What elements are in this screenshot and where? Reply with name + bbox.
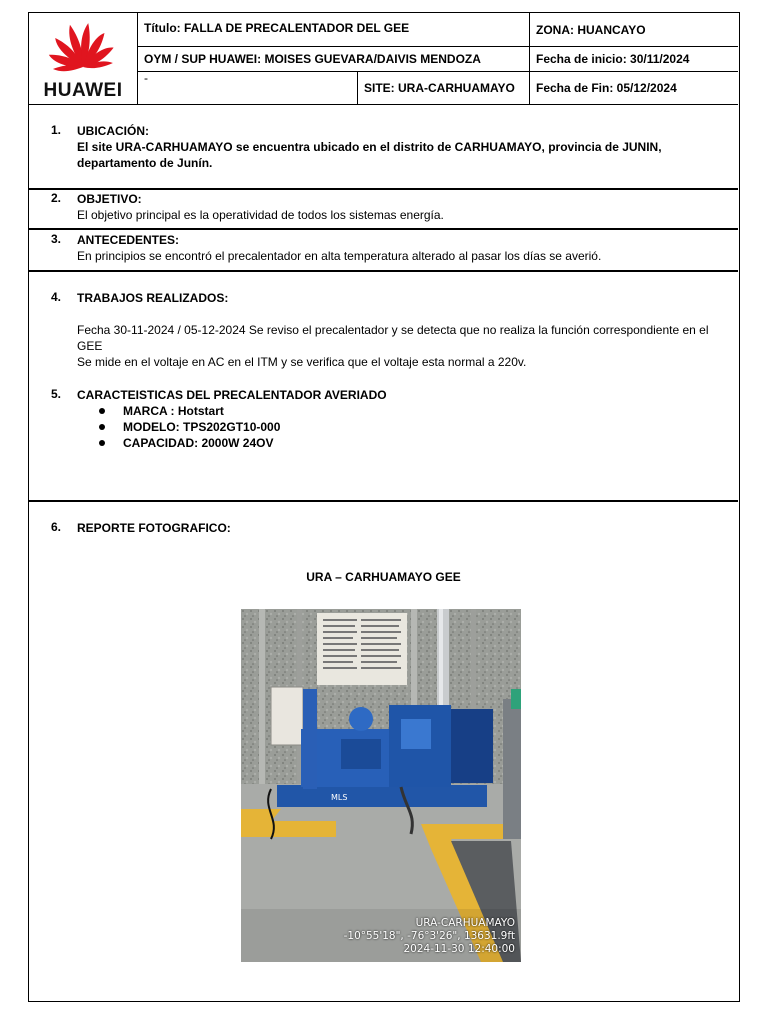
start-date-field: Fecha de inicio: 30/11/2024: [536, 51, 690, 66]
report-page: [28, 12, 740, 1002]
heater-specs-list: [77, 403, 677, 451]
site-field: SITE: URA-CARHUAMAYO: [364, 81, 515, 95]
section-heading: REPORTE FOTOGRAFICO:: [77, 521, 231, 535]
section-heading: OBJETIVO:: [77, 192, 142, 206]
list-item: CAPACIDAD: 2000W 24OV: [77, 435, 677, 451]
generator-brand-label: MLS: [331, 793, 348, 802]
report-header: [29, 13, 738, 105]
section-number: 2.: [51, 191, 62, 205]
empty-dash-field: -: [144, 71, 148, 85]
section-text: El objetivo principal es la operatividad de todos los sistemas energía.: [77, 208, 444, 222]
photo-title: URA – CARHUAMAYO GEE: [306, 570, 461, 584]
section-number: 5.: [51, 387, 62, 401]
section-number: 6.: [51, 520, 62, 534]
generator-illustration: [241, 609, 521, 962]
supervisor-field: OYM / SUP HUAWEI: MOISES GUEVARA/DAIVIS MENDOZA: [144, 51, 481, 66]
section-heading: ANTECEDENTES:: [77, 233, 180, 247]
section-heading: CARACTEISTICAS DEL PRECALENTADOR AVERIADO: [77, 388, 387, 402]
generator-photo: [241, 609, 521, 962]
section-heading: UBICACIÓN:: [77, 124, 149, 138]
section-text: El site URA-CARHUAMAYO se encuentra ubicado en el distrito de CARHUAMAYO, provincia de JUNIN, departamento de Junín.: [77, 140, 662, 170]
list-item: MARCA : Hotstart: [77, 403, 677, 419]
photo-geotag: URA-CARHUAMAYO -10°55'18", -76°3'26", 13631.9ft 2024-11-30 12:40:00: [343, 917, 515, 955]
huawei-wordmark: HUAWEI: [43, 80, 123, 101]
report-title: Título: FALLA DE PRECALENTADOR DEL GEE: [144, 21, 410, 35]
section-text: En principios se encontró el precalentador en alta temperatura alterado al pasar los días se averió.: [77, 249, 602, 263]
section-heading: TRABAJOS REALIZADOS:: [77, 291, 229, 305]
section-number: 1.: [51, 123, 62, 137]
list-item: MODELO: TPS202GT10-000: [77, 419, 677, 435]
section-number: 4.: [51, 290, 62, 304]
section-text: Se mide en el voltaje en AC en el ITM y se verifica que el voltaje esta normal a 220v.: [77, 355, 527, 369]
end-date-field: Fecha de Fin: 05/12/2024: [536, 81, 677, 95]
zone-field: ZONA: HUANCAYO: [536, 22, 646, 37]
section-number: 3.: [51, 232, 62, 246]
section-text: Fecha 30-11-2024 / 05-12-2024 Se reviso el precalentador y se detecta que no realiza la función correspondiente en el GEE: [77, 323, 709, 353]
